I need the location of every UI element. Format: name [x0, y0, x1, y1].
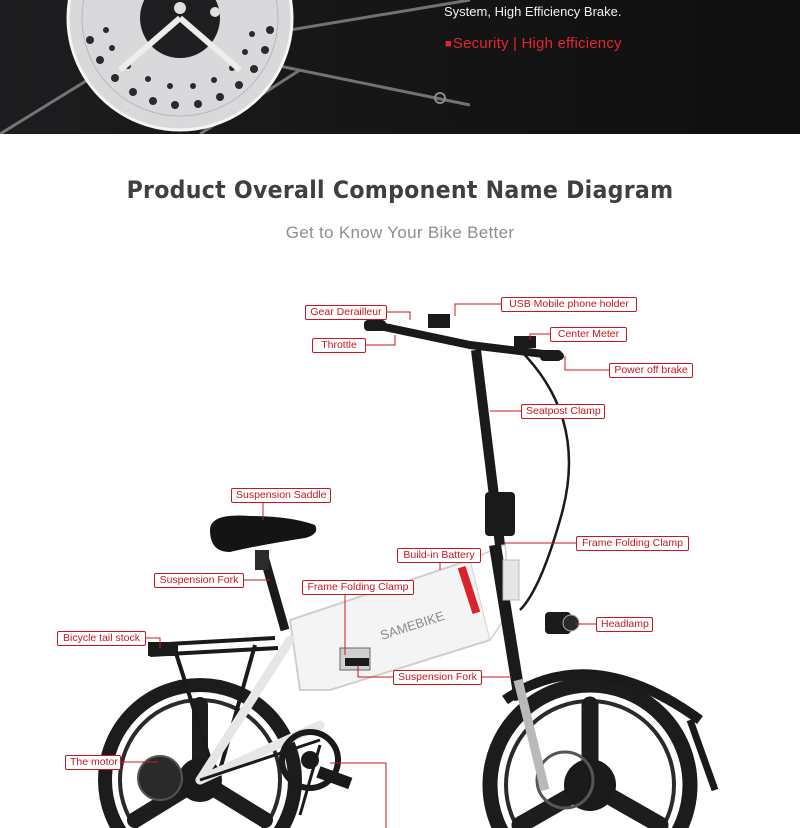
page-subtitle: Get to Know Your Bike Better [285, 223, 515, 242]
label-the-motor: The motor [65, 755, 121, 770]
brake-cable [520, 350, 569, 610]
label-headlamp: Headlamp [596, 617, 653, 632]
tail-light [148, 642, 178, 656]
label-center-meter: Center Meter [550, 327, 627, 342]
center-meter-unit [514, 336, 536, 348]
label-suspension-fork-rear: Suspension Fork [154, 573, 244, 588]
page-title: Product Overall Component Name Diagram [126, 176, 674, 204]
label-throttle: Throttle [312, 338, 366, 353]
label-usb-phone-holder: USB Mobile phone holder [501, 297, 637, 312]
stem-folding-clamp [485, 492, 515, 536]
saddle [210, 516, 316, 552]
label-bicycle-tail-stock: Bicycle tail stock [57, 631, 146, 646]
banner-description: System, High Efficiency Brake. [444, 4, 622, 19]
frame-brand-text: SAMEBIKE [378, 608, 447, 643]
label-suspension-saddle: Suspension Saddle [231, 488, 331, 503]
label-build-in-battery: Build-in Battery [397, 548, 481, 563]
label-frame-folding-clamp-mid: Frame Folding Clamp [302, 580, 414, 595]
label-frame-folding-clamp-front: Frame Folding Clamp [576, 536, 689, 551]
tagline-text: Security | High efficiency [452, 35, 622, 52]
right-grip [540, 350, 562, 361]
seat-post [265, 560, 285, 630]
left-grip [364, 320, 386, 331]
label-gear-derailleur: Gear Derailleur [305, 305, 387, 320]
tagline-square-icon: ■ [445, 38, 452, 50]
phone-holder [428, 314, 450, 328]
rear-hub-motor [138, 756, 182, 800]
label-seatpost-clamp: Seatpost Clamp [521, 404, 605, 419]
label-power-off-brake: Power off brake [609, 363, 693, 378]
label-suspension-fork-front: Suspension Fork [393, 670, 482, 685]
